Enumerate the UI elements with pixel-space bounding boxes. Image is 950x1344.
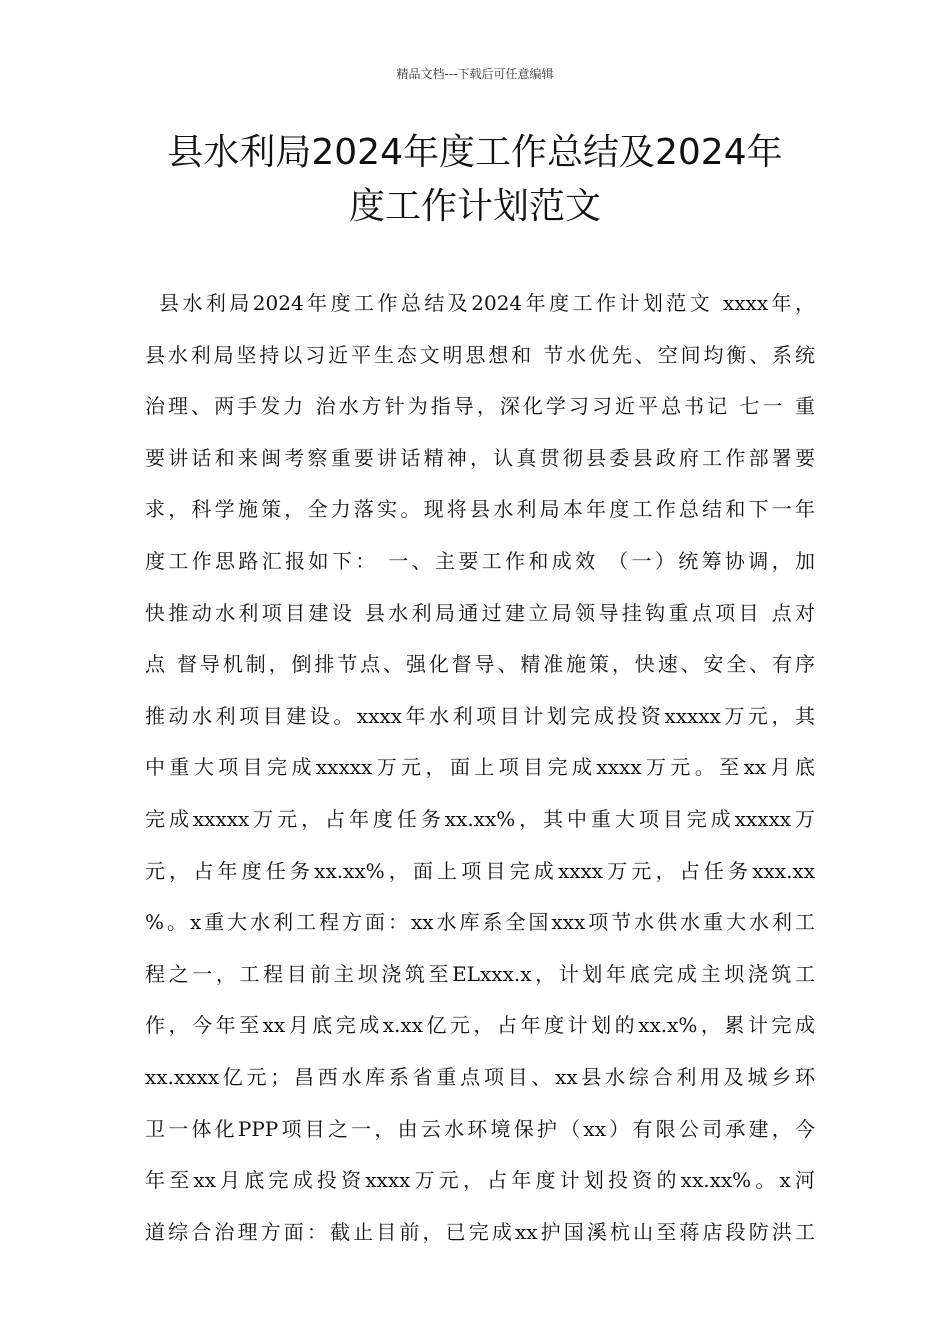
body-line: 推动水利项目建设。xxxx年水利项目计划完成投资xxxxx万元，其 — [145, 703, 815, 728]
body-line: 求，科学施策，全力落实。现将县水利局本年度工作总结和下一年 — [145, 497, 815, 522]
body-line: 快推动水利项目建设 县水利局通过建立局领导挂钩重点项目 点对 — [145, 600, 815, 625]
body-line: 年至xx月底完成投资xxxx万元，占年度计划投资的xx.xx%。x河 — [145, 1168, 815, 1193]
body-line: 作，今年至xx月底完成x.xx亿元，占年度计划的xx.x%，累计完成 — [145, 1013, 815, 1038]
document-title — [120, 126, 830, 234]
header-note: 精品文档---下载后可任意编辑 — [396, 67, 554, 81]
title-line: 度工作计划范文 — [348, 186, 601, 227]
body-line: 县水利局坚持以习近平生态文明思想和 节水优先、空间均衡、系统 — [145, 342, 815, 367]
body-line: 治理、两手发力 治水方针为指导，深化学习习近平总书记 七一 重 — [145, 394, 815, 419]
body-line: 度工作思路汇报如下： 一、主要工作和成效 （一）统筹协调，加 — [145, 548, 815, 573]
body-line: xx.xxxx亿元；昌西水库系省重点项目、xx县水综合利用及城乡环 — [145, 1064, 815, 1089]
body-line: 程之一，工程目前主坝浇筑至ELxxx.x，计划年底完成主坝浇筑工 — [145, 961, 815, 986]
body-line: 要讲话和来闽考察重要讲话精神，认真贯彻县委县政府工作部署要 — [145, 445, 815, 470]
body-line: 完成xxxxx万元，占年度任务xx.xx%，其中重大项目完成xxxxx万 — [145, 806, 815, 831]
body-line: 元，占年度任务xx.xx%，面上项目完成xxxx万元，占任务xxx.xx — [145, 858, 815, 883]
body-line: 县水利局2024年度工作总结及2024年度工作计划范文 xxxx年， — [159, 291, 815, 315]
body-line: 点 督导机制，倒排节点、强化督导、精准施策，快速、安全、有序 — [145, 652, 815, 677]
body-line: %。x重大水利工程方面：xx水库系全国xxx项节水供水重大水利工 — [145, 910, 815, 935]
title-line: 县水利局2024年度工作总结及2024年 — [167, 132, 783, 173]
document-body — [145, 278, 815, 1258]
body-line: 道综合治理方面：截止目前，已完成xx护国溪杭山至蒋店段防洪工 — [145, 1219, 815, 1244]
body-line: 中重大项目完成xxxxx万元，面上项目完成xxxx万元。至xx月底 — [145, 755, 815, 780]
body-line: 卫一体化PPP项目之一，由云水环境保护（xx）有限公司承建，今 — [145, 1116, 815, 1141]
